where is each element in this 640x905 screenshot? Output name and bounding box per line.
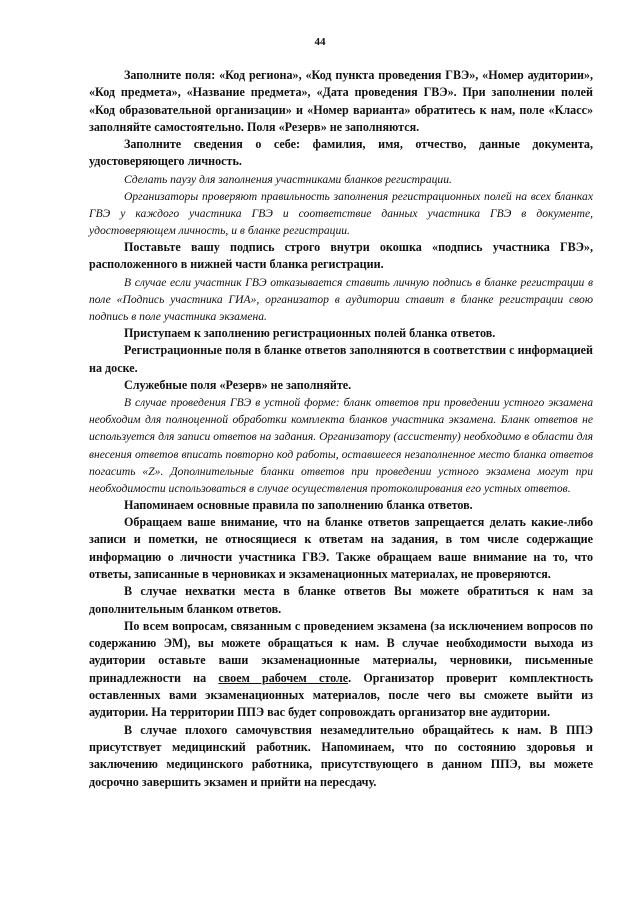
paragraph-oral-exam: В случае проведения ГВЭ в устной форме: бланк ответов при проведении устного экзамена необходим для полноценной обработки комплекта бланков участника экзамена. Бланк ответов не используется для записи ответов на задания. Организатору (ассистенту) необходимо в области для внесения ответов вписать повторно код работы, оставшееся незаполненное место бланка ответов погасить «Z». Дополнительные бланки ответов при проведении устного экзамена могут при необходимости использоваться в случае осуществления протоколирования его устных ответов. <box>89 396 593 495</box>
paragraph-rules-reminder: Напоминаем основные правила по заполнению бланка ответов. <box>124 497 473 512</box>
questions-text-end: . Организатор проверит комплектность оставленных вами экзаменационных материалов, после чего вы сможете выйти из аудитории. На территории ППЭ вас будет сопровождать организатор вне аудитории. <box>89 670 593 720</box>
paragraph-organizer-check: Организаторы проверяют правильность заполнения регистрационных полей на всех бланках ГВЭ у каждого участника ГВЭ и соответствие данных участника ГВЭ в документе, удостоверяющем личность, и в бланке регистрации. <box>89 189 593 238</box>
paragraph-personal-info: Заполните сведения о себе: фамилия, имя, отчество, данные документа, удостоверяющего личность. <box>89 137 593 169</box>
questions-text-start: По всем вопросам, связанным с проведением экзамена (за исключением вопросов по содержанию ЭМ), вы можете обращаться к нам. В случае необходимости выхода из аудитории оставьте ваши экзаменационные материалы, черновики, письменные принадлежности на <box>89 618 593 685</box>
paragraph-health: В случае плохого самочувствия незамедлительно обращайтесь к нам. В ППЭ присутствует медицинский работник. Напоминаем, что по состоянию здоровья и заключению медицинского работника, присутствующего в данном ППЭ, вы можете досрочно завершить экзамен и прийти на пересдачу. <box>89 722 593 789</box>
page-number: 44 <box>314 36 326 48</box>
paragraph-answer-sheet-start: Приступаем к заполнению регистрационных полей бланка ответов. <box>124 326 496 341</box>
paragraph-no-marks: Обращаем ваше внимание, что на бланке ответов запрещается делать какие-либо записи и пометки, не относящиеся к ответам на задания, в том числе содержащие информацию о личности участника ГВЭ. Также обращаем ваше внимание на то, что ответы, записанные в черновиках и экзаменационных материалах, не проверяются. <box>89 515 593 581</box>
paragraph-extra-sheet: В случае нехватки места в бланке ответов Вы можете обратиться к нам за дополнительным бланком ответов. <box>89 584 593 616</box>
underlined-phrase: своем рабочем столе <box>218 670 349 685</box>
paragraph-signature: Поставьте вашу подпись строго внутри окошка «подпись участника ГВЭ», расположенного в нижней части бланка регистрации. <box>89 240 593 272</box>
paragraph-signature-refusal: В случае если участник ГВЭ отказывается ставить личную подпись в бланке регистрации в поле «Подпись участника ГИА», организатор в аудитории ставит в бланке регистрации свою подпись в поле участника экзамена. <box>89 275 593 323</box>
paragraph-fill-fields: Заполните поля: «Код региона», «Код пункта проведения ГВЭ», «Номер аудитории», «Код предмета», «Название предмета», «Дата проведения ГВЭ». При заполнении полей «Код образовательной организации» и «Номер варианта» обратитесь к нам, поле «Класс» заполняйте самостоятельно. Поля «Резерв» не заполняются. <box>89 68 593 134</box>
paragraph-pause-note: Сделать паузу для заполнения участниками бланков регистрации. <box>124 172 452 186</box>
paragraph-questions-exit <box>89 618 593 722</box>
page-body <box>89 67 593 791</box>
paragraph-reserve-fields: Служебные поля «Резерв» не заполняйте. <box>124 377 352 392</box>
paragraph-answer-sheet-fields: Регистрационные поля в бланке ответов заполняются в соответствии с информацией на доске. <box>89 343 593 375</box>
